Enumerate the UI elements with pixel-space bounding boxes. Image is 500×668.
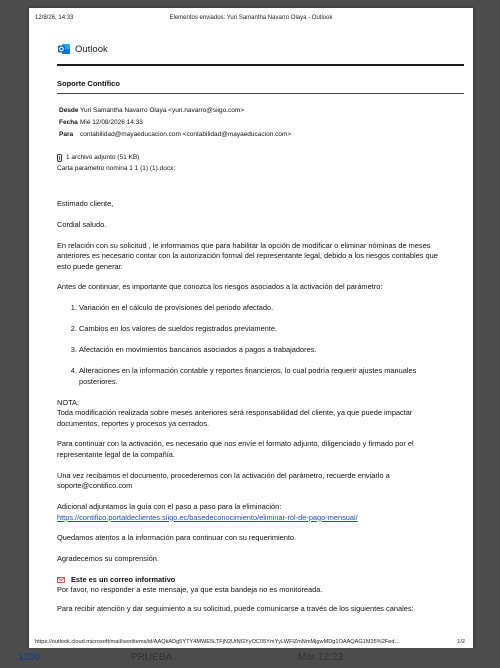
risks-list [57, 303, 449, 387]
from-label: Desde [59, 107, 79, 114]
from-row [59, 105, 291, 117]
guide-intro: Adicional adjuntamos la guía con el paso a paso para la eliminación: [57, 502, 282, 512]
notice-title: Este es un correo informativo [71, 574, 176, 584]
print-date: 12/8/26, 14:33 [35, 15, 74, 21]
intro-paragraph: En relación con su solicitud , le informamos que para habilitar la opción de modificar o eliminar nóminas de meses anteriores es necesario contar con la autorización formal del representante legal, debido a los riesgos contables que esto puede generar. [57, 240, 438, 271]
note-text: Toda modificación realizada sobre meses anteriores será responsabilidad del cliente, ya que puede impactar documentos, reportes y procesos ya cerrados. [57, 408, 413, 428]
risk-item: 1. Variación en el cálculo de provisiones del periodo afectado. [79, 303, 449, 314]
envelope-icon [57, 576, 65, 584]
print-url: https://outlook.cloud.microsoft/mail/sentitems/id/AAQkADg5YTY4MWE5LTFjN2UtNGYyOC05YmYyLWFlZmNmMjgwMDg1OAAQAG1M35%2Fed… [35, 639, 401, 645]
to-label: Para [59, 131, 74, 138]
attachment-file[interactable]: Carta parametro nomina 1 1 (1) (1).docx; [57, 165, 176, 172]
notice [57, 575, 449, 596]
greeting: Estimado cliente, [57, 199, 114, 208]
attachment-summary [57, 152, 175, 163]
attachments [57, 152, 175, 174]
header-divider [57, 64, 464, 66]
background-item: 1200 [18, 652, 41, 663]
from-value: Yuri Samantha Navarro Olaya <yuri.navarro@siigo.com> [80, 107, 245, 114]
risk-item: 2. Cambios en los valores de sueldos registrados previamente. [79, 324, 449, 335]
background-item: Mar 12:23 [298, 652, 344, 663]
print-page [29, 8, 473, 648]
note [57, 398, 449, 430]
date-label: Fecha [59, 119, 78, 126]
guide-link[interactable]: https://contifico.portaldeclientes.siigo.ec/basedeconocimiento/eliminar-rol-de-pago-mensual/ [57, 512, 358, 522]
followup-paragraph: Una vez recibamos el documento, procederemos con la activación del parámetro, recuerde enviarlo a soporte@contifico.com [57, 470, 390, 491]
brand-name: Outlook [75, 43, 108, 55]
date-value: Mié 12/08/2026 14:33 [80, 119, 143, 126]
risk-item: 4. Alteraciones en la información contable y reportes financieros, lo cual podría requerir ajustes manuales posteriores. [79, 366, 449, 387]
subject-divider [57, 93, 464, 94]
guide-paragraph [57, 502, 449, 523]
page-number: 1/2 [457, 639, 465, 645]
activation-paragraph: Para continuar con la activación, es necesario que nos envíe el formato adjunto, diligenciado y firmado por el representante legal de la compañía. [57, 439, 414, 459]
risks-intro: Antes de continuar, es importante que conozca los riesgos asociados a la activación del parámetro: [57, 282, 383, 292]
outlook-brand [57, 42, 108, 56]
email-body [57, 199, 449, 625]
to-value: contabilidad@mayaeducacion.com <contabilidad@mayaeducacion.com> [80, 131, 292, 138]
print-footer [29, 636, 473, 648]
attentive-paragraph: Quedamos atentos a la información para continuar con su requerimiento. [57, 533, 297, 543]
attachment-count: 1 archivo adjunto (51 KB) [66, 154, 140, 161]
print-title: Elementos enviados: Yuri Samantha Navarro Olaya - Outlook [169, 15, 333, 21]
paperclip-icon [57, 154, 62, 162]
note-label: NOTA: [57, 397, 80, 407]
notice-title-row [57, 575, 449, 586]
email-meta [59, 105, 291, 141]
to-row [59, 129, 291, 141]
thanks-paragraph: Agradecemos su comprensión. [57, 554, 159, 564]
background-strip [0, 648, 500, 668]
email-subject: Soporte Contífico [57, 79, 120, 88]
salutation: Cordial saludo. [57, 219, 107, 229]
channels-paragraph: Para recibir atención y dar seguimiento a su solicitud, puede comunicarse a través de los siguientes canales: [57, 603, 414, 613]
background-item: PRUEBA [131, 652, 173, 663]
notice-text: Por favor, no responder a este mensaje, ya que esta bandeja no es monitoreada. [57, 585, 323, 595]
print-header [29, 8, 473, 24]
risk-item: 3. Afectación en movimientos bancarios asociados a pagos a trabajadores. [79, 345, 449, 356]
outlook-icon [57, 42, 71, 56]
date-row [59, 117, 291, 129]
